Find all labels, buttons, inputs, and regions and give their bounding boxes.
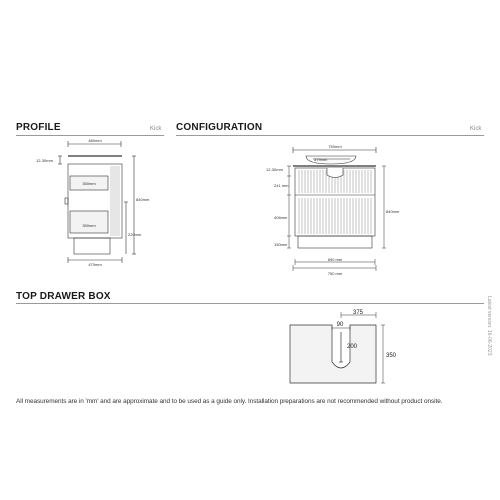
drawer-depth-label: 350	[386, 353, 397, 359]
profile-subtitle: Kick	[150, 126, 162, 132]
drawer-cutout-depth-label: 200	[347, 344, 358, 350]
drawer-offset-label: 375	[352, 310, 364, 316]
configuration-title: CONFIGURATION	[176, 122, 263, 133]
config-drawer2-label: 406mm	[274, 215, 288, 220]
profile-top-gap-label: 12-30mm	[36, 158, 53, 163]
config-drawer1-label: 241 mm	[274, 183, 289, 188]
profile-title: PROFILE	[16, 122, 61, 133]
profile-bottom-width-label: 470mm	[88, 262, 102, 267]
config-basin-label: 379mm	[314, 157, 328, 162]
disclaimer-footnote: All measurements are in 'mm' and are approximate and to be used as a guide only. Installation preparations are not recommended without product onsite.	[16, 398, 443, 405]
config-height-label: 840mm	[386, 209, 400, 214]
drawer-cutout-width-label: 90	[336, 322, 344, 328]
profile-kick-label: 220mm	[128, 232, 142, 237]
configuration-subtitle: Kick	[470, 126, 482, 132]
config-outer-width-label: 750 mm	[327, 271, 343, 276]
profile-top-width-label: 480mm	[88, 138, 102, 143]
profile-drawer2-label: 350mm	[82, 223, 96, 228]
config-top-gap-label: 12-30mm	[266, 167, 283, 172]
drawer-box-outline	[290, 325, 376, 383]
top-drawer-title: TOP DRAWER BOX	[16, 291, 111, 302]
config-inner-width-label: 690 mm	[327, 257, 343, 262]
version-note: Latest version: 16-06-2023	[486, 296, 492, 356]
config-kick-label: 150mm	[274, 242, 288, 247]
config-top-width-label: 750mm	[328, 144, 342, 149]
profile-drawer1-label: 350mm	[82, 181, 96, 186]
profile-height-label: 840mm	[136, 197, 150, 202]
